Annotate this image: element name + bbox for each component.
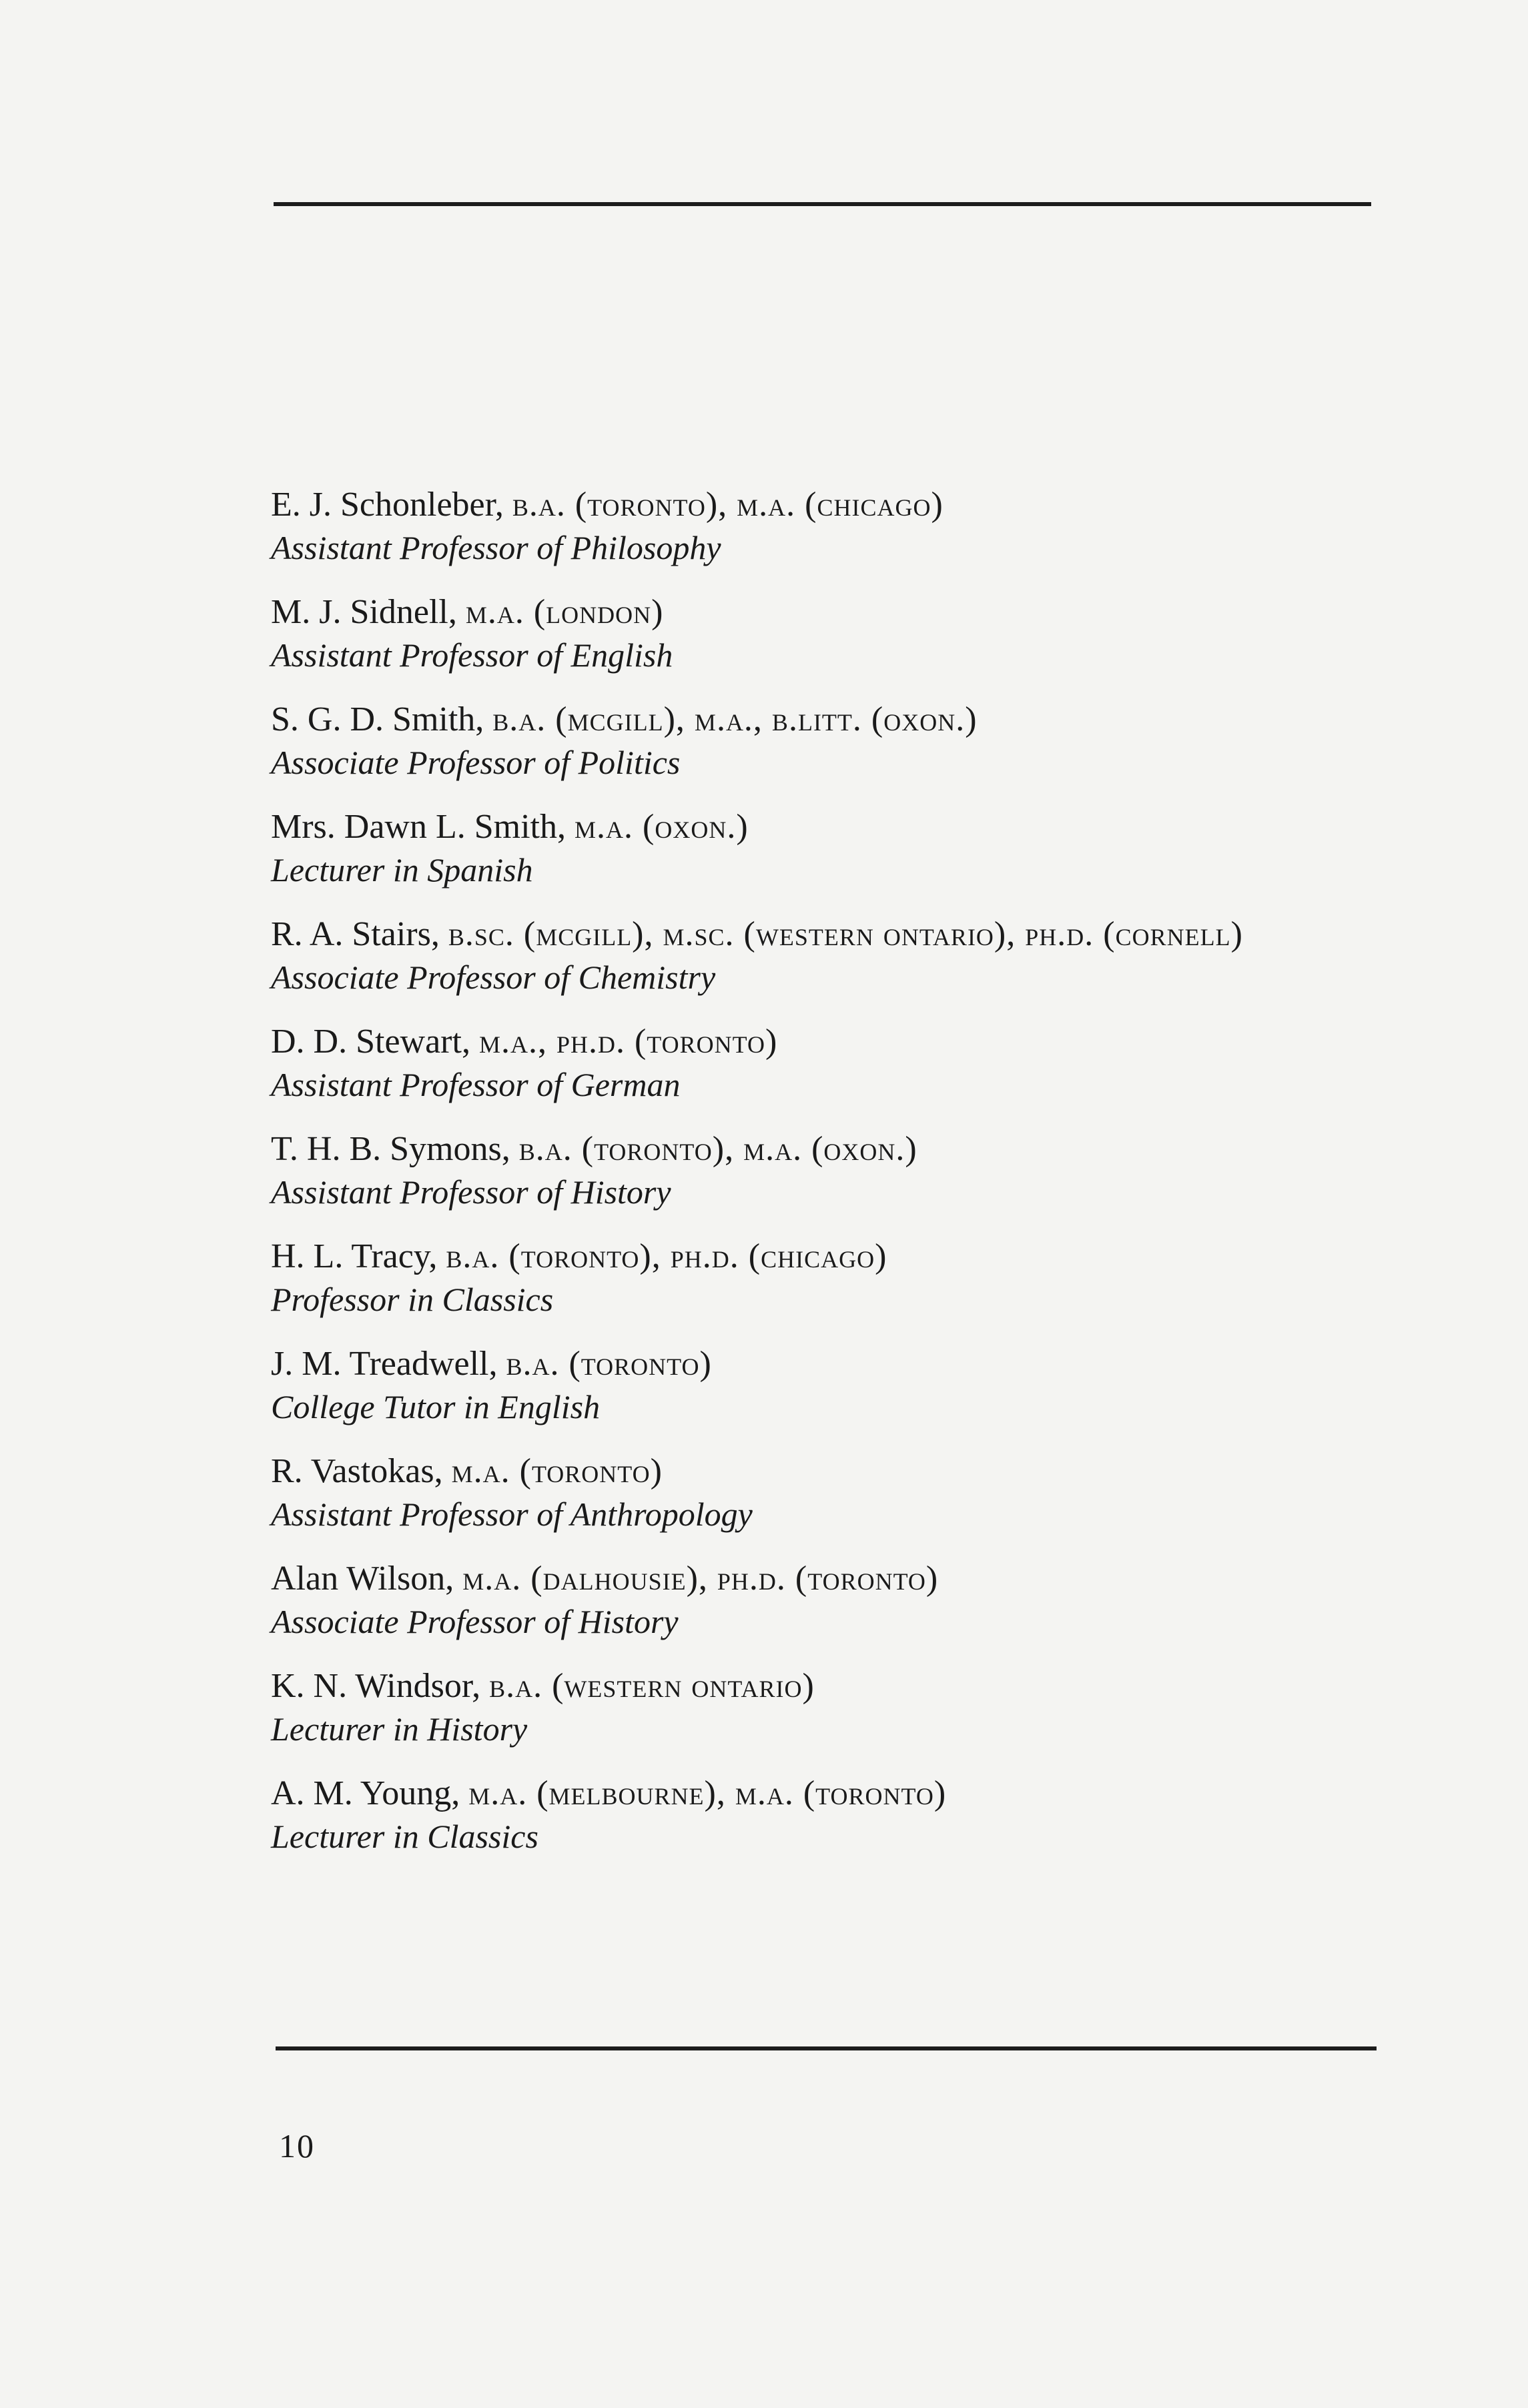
faculty-list (271, 484, 1439, 1880)
faculty-entry (271, 1451, 1439, 1558)
faculty-title: Lecturer in Spanish (271, 851, 533, 888)
faculty-qualifications: b.a. (toronto), ph.d. (chicago) (446, 1237, 887, 1275)
faculty-title: College Tutor in English (271, 1388, 601, 1425)
faculty-title: Associate Professor of Chemistry (271, 959, 716, 996)
top-rule (274, 202, 1371, 206)
faculty-title: Professor in Classics (271, 1281, 554, 1318)
faculty-name: E. J. Schonleber, (271, 486, 504, 524)
faculty-name: Alan Wilson, (271, 1560, 454, 1598)
faculty-name: H. L. Tracy, (271, 1237, 438, 1275)
faculty-entry (271, 1129, 1439, 1236)
faculty-qualifications: b.sc. (mcgill), m.sc. (western ontario), ph.d. (cornell) (448, 915, 1243, 953)
faculty-qualifications: m.a. (dalhousie), ph.d. (toronto) (462, 1560, 939, 1598)
faculty-entry (271, 1021, 1439, 1129)
faculty-title: Associate Professor of History (271, 1603, 679, 1640)
faculty-qualifications: m.a., ph.d. (toronto) (478, 1023, 778, 1061)
faculty-title: Associate Professor of Politics (271, 744, 681, 781)
faculty-name-line (271, 1558, 1439, 1600)
faculty-name-line (271, 1021, 1439, 1063)
faculty-entry (271, 806, 1439, 914)
faculty-entry (271, 592, 1439, 699)
faculty-title: Lecturer in History (271, 1710, 528, 1748)
faculty-qualifications: m.a. (london) (465, 593, 664, 631)
faculty-entry (271, 1558, 1439, 1666)
faculty-name: T. H. B. Symons, (271, 1130, 510, 1168)
faculty-name: M. J. Sidnell, (271, 593, 457, 631)
faculty-qualifications: b.a. (western ontario) (489, 1667, 815, 1705)
faculty-qualifications: b.a. (mcgill), m.a., b.litt. (oxon.) (492, 700, 978, 738)
faculty-entry (271, 1236, 1439, 1343)
faculty-name: A. M. Young, (271, 1774, 460, 1812)
faculty-entry (271, 699, 1439, 806)
faculty-name-line (271, 1129, 1439, 1170)
faculty-name-line (271, 484, 1439, 526)
faculty-title: Assistant Professor of German (271, 1066, 681, 1103)
faculty-name-line (271, 699, 1439, 740)
faculty-name-line (271, 1666, 1439, 1707)
faculty-name-line (271, 914, 1439, 955)
faculty-name: K. N. Windsor, (271, 1667, 481, 1705)
faculty-title: Assistant Professor of Philosophy (271, 529, 721, 566)
faculty-name-line (271, 806, 1439, 848)
faculty-title: Assistant Professor of History (271, 1173, 671, 1211)
faculty-qualifications: b.a. (toronto), m.a. (chicago) (512, 486, 943, 524)
faculty-qualifications: b.a. (toronto) (506, 1345, 712, 1383)
faculty-entry (271, 1343, 1439, 1451)
page-number: 10 (279, 2127, 315, 2165)
faculty-qualifications: b.a. (toronto), m.a. (oxon.) (518, 1130, 917, 1168)
faculty-name: S. G. D. Smith, (271, 700, 484, 738)
faculty-name-line (271, 592, 1439, 633)
faculty-title: Assistant Professor of Anthropology (271, 1495, 753, 1533)
faculty-entry (271, 914, 1439, 1021)
faculty-name-line (271, 1236, 1439, 1277)
faculty-name: D. D. Stewart, (271, 1023, 470, 1061)
faculty-qualifications: m.a. (oxon.) (575, 808, 749, 846)
faculty-name: R. Vastokas, (271, 1452, 443, 1490)
faculty-name-line (271, 1451, 1439, 1492)
faculty-entry (271, 1773, 1439, 1880)
faculty-entry (271, 1666, 1439, 1773)
faculty-name: J. M. Treadwell, (271, 1345, 498, 1383)
faculty-qualifications: m.a. (melbourne), m.a. (toronto) (468, 1774, 947, 1812)
faculty-name: Mrs. Dawn L. Smith, (271, 808, 566, 846)
faculty-name: R. A. Stairs, (271, 915, 440, 953)
faculty-name-line (271, 1773, 1439, 1814)
faculty-title: Lecturer in Classics (271, 1818, 538, 1855)
faculty-entry (271, 484, 1439, 592)
faculty-qualifications: m.a. (toronto) (451, 1452, 663, 1490)
faculty-name-line (271, 1343, 1439, 1385)
faculty-title: Assistant Professor of English (271, 636, 673, 674)
bottom-rule (276, 2046, 1377, 2050)
